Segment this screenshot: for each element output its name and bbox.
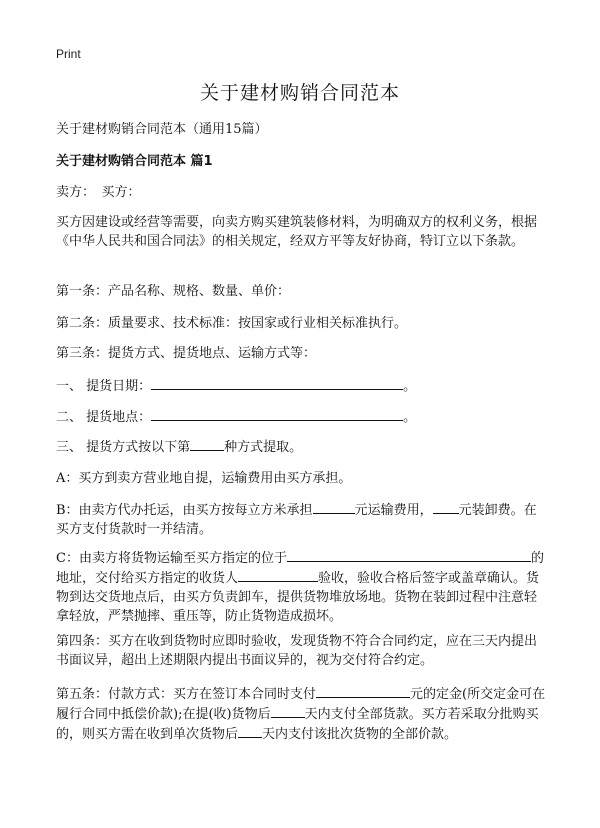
- pickup-location-line: [56, 407, 546, 427]
- receiver-blank[interactable]: [238, 568, 318, 582]
- delivery-address-blank[interactable]: [287, 548, 531, 562]
- option-a: A：买方到卖方营业地自提，运输费用由买方承担。: [56, 471, 352, 486]
- clause-5-part1: 第五条：付款方式：买方在签订本合同时支付: [56, 687, 317, 702]
- clause-1: 第一条：产品名称、规格、数量、单价：: [56, 284, 291, 299]
- parties-line: 卖方： 买方：: [56, 185, 141, 200]
- clause-2: 第二条：质量要求、技术标准：按国家或行业相关标准执行。: [56, 316, 408, 331]
- section-heading: 关于建材购销合同范本 篇1: [56, 154, 213, 169]
- print-link[interactable]: Print: [56, 47, 81, 61]
- pickup-date-blank[interactable]: [151, 376, 403, 390]
- pickup-location-label: 二、 提货地点：: [56, 410, 152, 425]
- pickup-method-suffix: 种方式提取。: [224, 440, 303, 455]
- option-b-part3: 元装卸费。在买方支付货款时一并结清。: [56, 503, 537, 537]
- option-b-part2: 元运输费用，: [354, 503, 433, 518]
- option-c-part1: C：由卖方将货物运输至买方指定的位于: [56, 551, 287, 566]
- clause-3: 第三条：提货方式、提货地点、运输方式等：: [56, 346, 317, 361]
- pickup-date-label: 一、 提货日期：: [56, 379, 152, 394]
- pickup-date-end: 。: [403, 379, 417, 394]
- deposit-blank[interactable]: [316, 684, 410, 698]
- clause-5-part3: 天内支付全部货款。买方若采取分批购买的，则买方需在收到单次货物后: [56, 707, 539, 742]
- pickup-method-blank[interactable]: [190, 437, 224, 451]
- handling-fee-blank[interactable]: [433, 500, 459, 514]
- option-c-part3: 验收，验收合格后签字或盖章确认。货物到达交货地点后，由买方负责卸车，提供货物堆放场地。货物在装卸过程中注意轻拿轻放，严禁抛摔、重压等，防止货物造成损坏。: [56, 571, 540, 624]
- transport-fee-blank[interactable]: [313, 500, 355, 514]
- clause-5-part2: 元的定金(所交定金可在履行合同中抵偿价款);在提(收)货物后: [56, 687, 546, 722]
- option-b: [56, 500, 546, 539]
- pickup-method-line: [56, 437, 546, 457]
- pickup-location-end: 。: [403, 410, 417, 425]
- option-c: [56, 548, 546, 626]
- page-title: 关于建材购销合同范本: [199, 82, 400, 104]
- clause-5: [56, 684, 546, 744]
- document-subtitle: 关于建材购销合同范本（通用15篇）: [56, 122, 268, 137]
- clause-5-part4: 天内支付该批次货物的全部价款。: [262, 727, 458, 742]
- pickup-method-prefix: 三、 提货方式按以下第: [56, 440, 191, 455]
- clause-4: 第四条：买方在收到货物时应即时验收，发现货物不符合合同约定，应在三天内提出书面议异，超出上述期限内提出书面议异的，视为交付符合约定。: [56, 634, 538, 668]
- intro-paragraph: 买方因建设或经营等需要，向卖方购买建筑装修材料，为明确双方的权利义务，根据《中华人民共和国合同法》的相关规定，经双方平等友好协商，特订立以下条款。: [56, 215, 538, 249]
- pickup-location-blank[interactable]: [151, 407, 403, 421]
- payment-days-blank[interactable]: [271, 704, 305, 718]
- option-b-part1: B：由卖方代办托运，由买方按每立方米承担: [56, 503, 313, 518]
- pickup-date-line: [56, 376, 546, 396]
- batch-payment-days-blank[interactable]: [238, 724, 262, 738]
- option-c-part2: 的地址，交付给买方指定的收货人: [56, 551, 544, 586]
